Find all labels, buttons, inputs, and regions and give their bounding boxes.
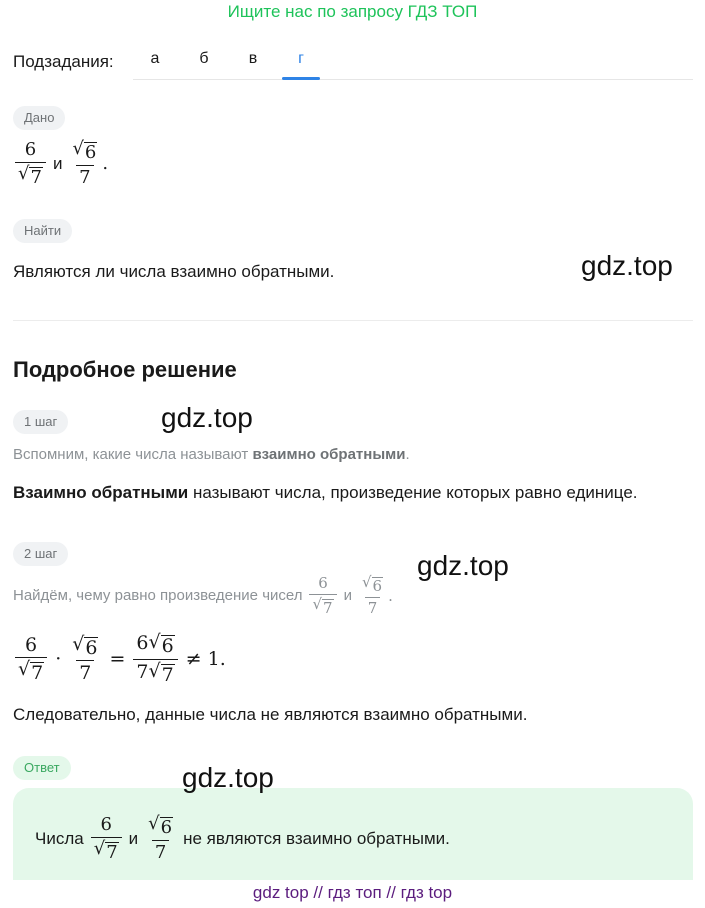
answer-expression: Числа 6 √ 7 и √ 6 7 не являются взаимно обратными. [35,813,450,863]
watermark: gdz.top [161,402,253,433]
subtasks-label: Подзадания: [13,52,114,71]
tab-v[interactable]: в [248,50,258,67]
step2-badge: 2 шаг [13,542,68,566]
promo-banner: Ищите нас по запросу ГДЗ ТОП [227,2,478,21]
footer-links: gdz top // гдз топ // гдз top [252,883,453,902]
watermark: gdz.top [417,550,509,581]
fraction-6-over-sqrt7: 6 √ 7 [15,140,46,188]
product-equation: 6 √ 7 · √ 6 7 = 6 √ 6 7 √ 7 ≠ 1. [13,633,232,686]
step1-hint: Вспомним, какие числа называют взаимно обратными. [13,446,410,463]
find-text: Являются ли числа взаимно обратными. [13,262,335,281]
given-expression: 6 √ 7 и √ 6 7 . [13,140,108,188]
answer-badge: Ответ [13,756,71,780]
watermark: gdz.top [581,250,673,281]
tab-g[interactable]: г [298,50,304,67]
tab-b[interactable]: б [199,50,209,67]
active-tab-indicator [282,77,320,80]
subtask-tabs [133,44,693,80]
step1-definition: Взаимно обратными называют числа, произведение которых равно единице. [13,483,638,502]
fraction-sqrt6-over-7: √ 6 7 [72,138,97,188]
given-badge: Дано [13,106,65,130]
solution-heading: Подробное решение [13,357,237,382]
watermark: gdz.top [182,762,274,793]
tab-a[interactable]: а [150,50,160,67]
step1-badge: 1 шаг [13,410,68,434]
find-badge: Найти [13,219,72,243]
step2-conclusion: Следовательно, данные числа не являются взаимно обратными. [13,705,528,724]
step2-hint: Найдём, чему равно произведение чисел 6 √ 7 и √ 6 7 . [13,573,393,617]
section-divider [13,320,693,321]
